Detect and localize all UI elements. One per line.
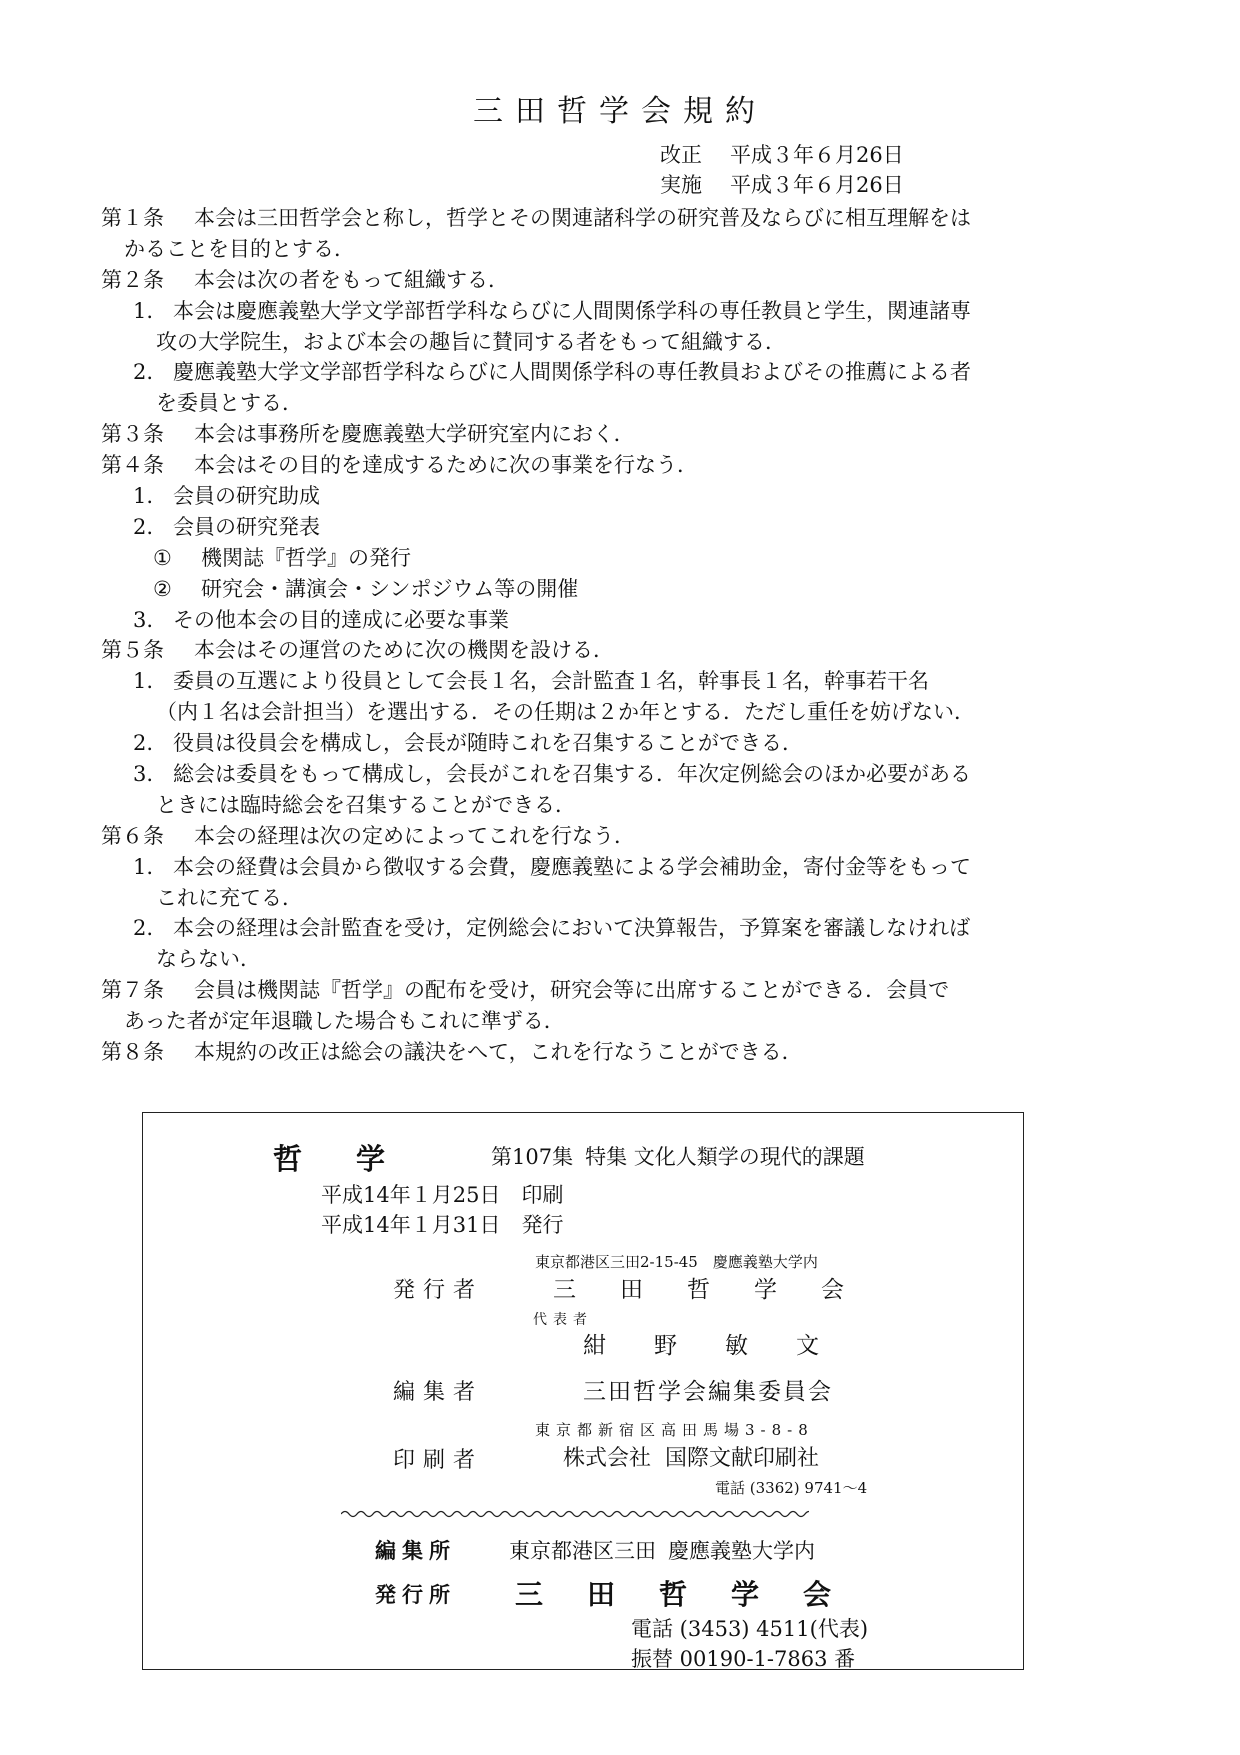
article-line xyxy=(101,450,1091,481)
item-text: 総会は委員をもって構成し，会長がこれを召集する．年次定例総会のほか必要がある xyxy=(173,762,971,787)
editorial-office-label: 編集所 xyxy=(375,1538,456,1563)
item-number: 1. xyxy=(133,298,154,323)
item-text: 本会の経理は会計監査を受け，定例総会において決算報告，予算案を審議しなければ xyxy=(173,916,971,941)
item-text: 本会の経費は会員から徴収する会費，慶應義塾による学会補助金，寄付金等をもって xyxy=(173,854,971,879)
item-number: 2. xyxy=(133,514,154,539)
item-text: その他本会の目的達成に必要な事業 xyxy=(173,607,509,632)
article-number: 第６条 xyxy=(101,823,164,848)
article-number: 第３条 xyxy=(101,422,164,447)
printer-label: 印刷者 xyxy=(393,1448,484,1473)
item-number: 2. xyxy=(133,916,154,941)
item-number: ① xyxy=(153,545,172,570)
publisher-name: 三田哲学会 xyxy=(553,1277,888,1303)
issue-info xyxy=(491,1141,865,1171)
date-label: 実施 xyxy=(660,173,702,197)
article-line xyxy=(101,203,1091,234)
clause-item xyxy=(101,512,1091,543)
article-line xyxy=(101,265,1091,296)
office-phone: 電話 (3453) 4511(代表) xyxy=(631,1617,869,1641)
article-text: 会員は機関誌『哲学』の配布を受け，研究会等に出席することができる．会員で xyxy=(194,978,950,1003)
issue-number: 第107集 xyxy=(491,1145,574,1169)
printer-name xyxy=(563,1441,819,1472)
clause-item xyxy=(101,852,1091,883)
article-line xyxy=(101,635,1091,666)
printer-company-name: 国際文献印刷社 xyxy=(665,1446,820,1471)
continuation-line: あった者が定年退職した場合もこれに準ずる． xyxy=(124,1009,565,1034)
clause-item xyxy=(101,605,1091,636)
postal-transfer: 振替 00190-1-7863 番 xyxy=(631,1647,856,1671)
continuation-line: ならない． xyxy=(156,947,261,972)
publishing-office-name: 三田哲学会 xyxy=(515,1578,876,1611)
item-text: 委員の互選により役員として会長１名，会計監査１名，幹事長１名，幹事若干名 xyxy=(173,669,929,694)
date-value: 平成３年６月26日 xyxy=(730,173,904,197)
article-text: 本規約の改正は総会の議決をへて，これを行なうことができる． xyxy=(194,1040,803,1065)
article-text: 本会は事務所を慶應義塾大学研究室内におく． xyxy=(194,422,635,447)
continuation-line: を委員とする． xyxy=(156,391,303,416)
article-number: 第２条 xyxy=(101,267,164,292)
clause-item xyxy=(101,666,1091,697)
representative-label: 代表者 xyxy=(533,1312,593,1328)
editor-name: 三田哲学会編集委員会 xyxy=(583,1379,833,1405)
publish-date: 平成14年１月31日 発行 xyxy=(321,1213,564,1237)
item-text: 機関誌『哲学』の発行 xyxy=(201,545,411,570)
article-text: 本会はその目的を達成するために次の事業を行なう． xyxy=(194,453,698,478)
item-text: 慶應義塾大学文学部哲学科ならびに人間関係学科の専任教員およびその推薦による者 xyxy=(173,360,971,385)
item-number: 1. xyxy=(133,669,154,694)
clause-item xyxy=(101,481,1091,512)
item-number: ② xyxy=(153,576,172,601)
item-text: 役員は役員会を構成し，会長が随時これを召集することができる． xyxy=(173,731,803,756)
editorial-office-place: 慶應義塾大学内 xyxy=(668,1539,815,1563)
article-number: 第８条 xyxy=(101,1040,164,1065)
item-text: 会員の研究助成 xyxy=(173,484,320,509)
date-value: 平成３年６月26日 xyxy=(730,143,904,167)
wavy-divider xyxy=(341,1508,809,1520)
editorial-office xyxy=(509,1535,815,1565)
item-number: 2. xyxy=(133,360,154,385)
print-date: 平成14年１月25日 印刷 xyxy=(321,1183,564,1207)
article-text: 本会は三田哲学会と称し，哲学とその関連諸科学の研究普及ならびに相互理解をは xyxy=(194,206,971,230)
continuation-line: ときには臨時総会を召集することができる． xyxy=(156,792,576,817)
enforcement-date-row xyxy=(660,170,904,200)
clause-subitem xyxy=(101,574,1091,605)
article-line xyxy=(101,821,1091,852)
clause-subitem xyxy=(101,543,1091,574)
clause-item xyxy=(101,357,1091,388)
article-line xyxy=(101,975,1091,1006)
item-text: 会員の研究発表 xyxy=(173,514,320,539)
colophon-box xyxy=(142,1112,1024,1670)
clause-item xyxy=(101,728,1091,759)
editor-label: 編集者 xyxy=(393,1380,484,1405)
continuation-line: （内１名は会計担当）を選出する．その任期は２か年とする．ただし重任を妨げない． xyxy=(156,700,975,725)
continuation-line: かることを目的とする． xyxy=(124,236,355,261)
printer-company-type: 株式会社 xyxy=(563,1446,652,1471)
clause-item xyxy=(101,759,1091,790)
item-number: 3. xyxy=(133,607,154,632)
publishing-office-label: 発行所 xyxy=(375,1582,456,1607)
article-number: 第５条 xyxy=(101,638,164,663)
editorial-office-address: 東京都港区三田 xyxy=(509,1539,656,1563)
printer-phone: 電話 (3362) 9741〜4 xyxy=(715,1479,868,1497)
document-title: 三田哲学会規約 xyxy=(473,94,767,129)
item-number: 1. xyxy=(133,854,154,879)
article-text: 本会の経理は次の定めによってこれを行なう． xyxy=(194,823,635,848)
article-number: 第１条 xyxy=(101,206,164,230)
clause-item xyxy=(101,913,1091,944)
item-text: 研究会・講演会・シンポジウム等の開催 xyxy=(201,576,579,601)
item-number: 2. xyxy=(133,731,154,756)
article-text: 本会はその運営のために次の機関を設ける． xyxy=(194,638,614,663)
issue-theme: 特集 文化人類学の現代的課題 xyxy=(585,1145,865,1169)
item-text: 本会は慶應義塾大学文学部哲学科ならびに人間関係学科の専任教員と学生，関連諸専 xyxy=(173,298,971,323)
continuation-line: これに充てる． xyxy=(156,885,303,910)
journal-title: 哲学 xyxy=(273,1142,440,1176)
article-number: 第７条 xyxy=(101,978,164,1003)
revision-dates xyxy=(660,140,904,200)
article-text: 本会は次の者をもって組織する． xyxy=(194,267,509,292)
printer-address: 東京都新宿区高田馬場3-8-8 xyxy=(535,1421,814,1439)
date-label: 改正 xyxy=(660,143,702,167)
publisher-address: 東京都港区三田2-15-45 慶應義塾大学内 xyxy=(535,1253,818,1271)
article-line xyxy=(101,419,1091,450)
continuation-line: 攻の大学院生，および本会の趣旨に賛同する者をもって組織する． xyxy=(156,329,786,354)
publisher-label: 発行者 xyxy=(393,1278,484,1303)
revision-date-row xyxy=(660,140,904,170)
representative-name: 紺野敏文 xyxy=(583,1333,867,1359)
item-number: 3. xyxy=(133,762,154,787)
item-number: 1. xyxy=(133,484,154,509)
article-number: 第４条 xyxy=(101,453,164,478)
rules-body xyxy=(101,203,1091,1068)
clause-item xyxy=(101,296,1091,327)
article-line xyxy=(101,1037,1091,1068)
